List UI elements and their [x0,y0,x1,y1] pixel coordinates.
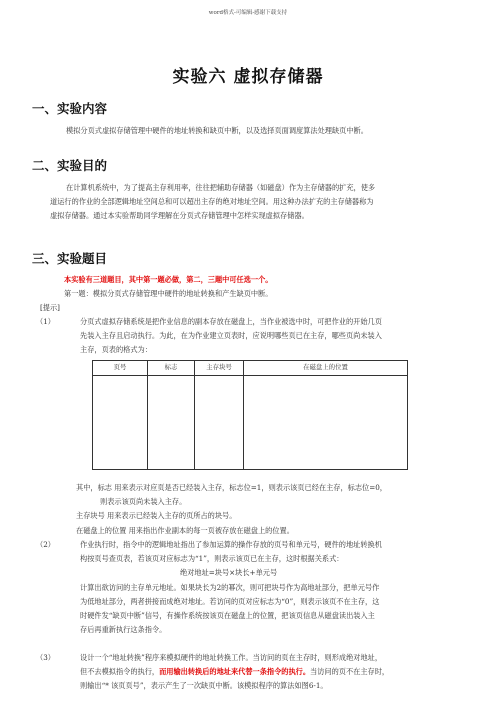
item-line: 主存，页表的格式为： [80,345,152,355]
purpose-line: 在计算机系统中，为了提高主存利用率，往往把辅助存储器（如磁盘）作为主存储器的扩充，使多 [66,183,376,192]
item-line: 分页式虚拟存储系统是把作业信息的副本存放在磁盘上，当作业被选中时，可把作业的开始几页 [80,317,382,326]
explain-line: 其中，标志 用来表示对应页是否已经装入主存，标志位=1，则表示该页已经在主存，标志位=0， [76,483,387,492]
item-three-text [80,651,490,694]
table-cell [195,376,244,470]
item-line: 设计一个“地址转换”程序来模拟硬件的地址转换工作。当访问的页在主存时，则形成绝对地址， [80,653,383,662]
section-heading-problems: 三、实验题目 [32,251,108,266]
purpose-line: 道运行的作业的全部逻辑地址空间总和可以超出主存的绝对地址空间。用这种办法扩充的主存储器称为 [50,197,374,207]
item-line: 为低地址部分，两者拼接而成绝对地址。若访问的页对应标志为“0”，则表示该页不在主存，这 [80,596,380,606]
table-header-page-number: 页号 [93,361,148,376]
item-text: 但不去模拟指令的执行， [80,667,160,677]
page-title: 实验六 虚拟存储器 [172,67,324,87]
purpose-paragraph [50,181,470,224]
item-line: 时硬件发“缺页中断”信号，有操作系统按该页在磁盘上的位置，把该页信息从磁盘读出装入主 [80,611,375,621]
table-cell [148,376,195,470]
table-header-block-number: 主存块号 [195,361,244,376]
item-number: （3） [36,653,55,662]
item-line: 作业执行时，指令中的逻辑地址指出了参加运算的操作存放的页号和单元号，硬件的地址转换机 [80,540,382,549]
table-cell [244,376,408,470]
item-text: 当访问的页不在主存时， [310,667,390,677]
page-header: word格式-可编辑-感谢下载支持 [208,10,288,16]
item-line: 存后再重新执行这条指令。 [80,625,167,635]
item-line: 构按页号查页表，若该页对应标志为“1”，则表示该页已在主存，这时根据关系式： [80,554,344,564]
section-heading-content: 一、实验内容 [32,101,108,116]
purpose-line: 虚拟存储器。通过本实验帮助同学理解在分页式存储管理中怎样实现虚拟存储器。 [50,211,309,221]
table-header-flag: 标志 [148,361,195,376]
item-one-text [80,315,490,358]
question-one: 第一题：模拟分页式存储管理中硬件的地址转换和产生缺页中断。 [64,289,273,298]
explain-line: 主存块号 用来表示已经装入主存的页所占的块号。 [76,511,237,521]
section-heading-purpose: 二、实验目的 [32,158,108,173]
item-line [80,665,490,679]
page-table-format [92,360,408,470]
table-explanation [76,481,490,538]
requirement-note: 本实验有三道题目，其中第一题必做，第二，三题中可任选一个。 [64,275,273,284]
item-number: （1） [36,317,55,326]
content-text: 模拟分页式虚拟存储管理中硬件的地址转换和缺页中断，以及选择页面调度算法处理缺页中断。 [66,126,368,135]
table-header-disk-location: 在磁盘上的位置 [244,361,408,376]
explain-line: 则表示该页尚未装入主存。 [100,497,187,507]
highlight-text: 而用输出转换后的地址来代替一条指令的执行。 [159,667,311,677]
explain-line: 在磁盘上的位置 用来指出作业副本的每一页被存放在磁盘上的位置。 [76,525,294,535]
item-line: 计算出欲访问的主存单元地址。如果块长为2的幂次，则可把块号作为高地址部分，把单元号作 [80,582,380,592]
hint-label: [提示] [40,303,60,312]
item-number: （2） [36,540,55,549]
item-two-text [80,538,490,637]
table-cell [93,376,148,470]
address-formula: 绝对地址=块号×块长+单元号 [180,568,278,578]
item-line: 则输出“* 该页页号”，表示产生了一次缺页中断。该模拟程序的算法如图6-1。 [80,681,328,691]
item-line: 先装入主存且启动执行。为此，在为作业建立页表时，应说明哪些页已在主存，哪些页尚未装入 [80,331,382,341]
